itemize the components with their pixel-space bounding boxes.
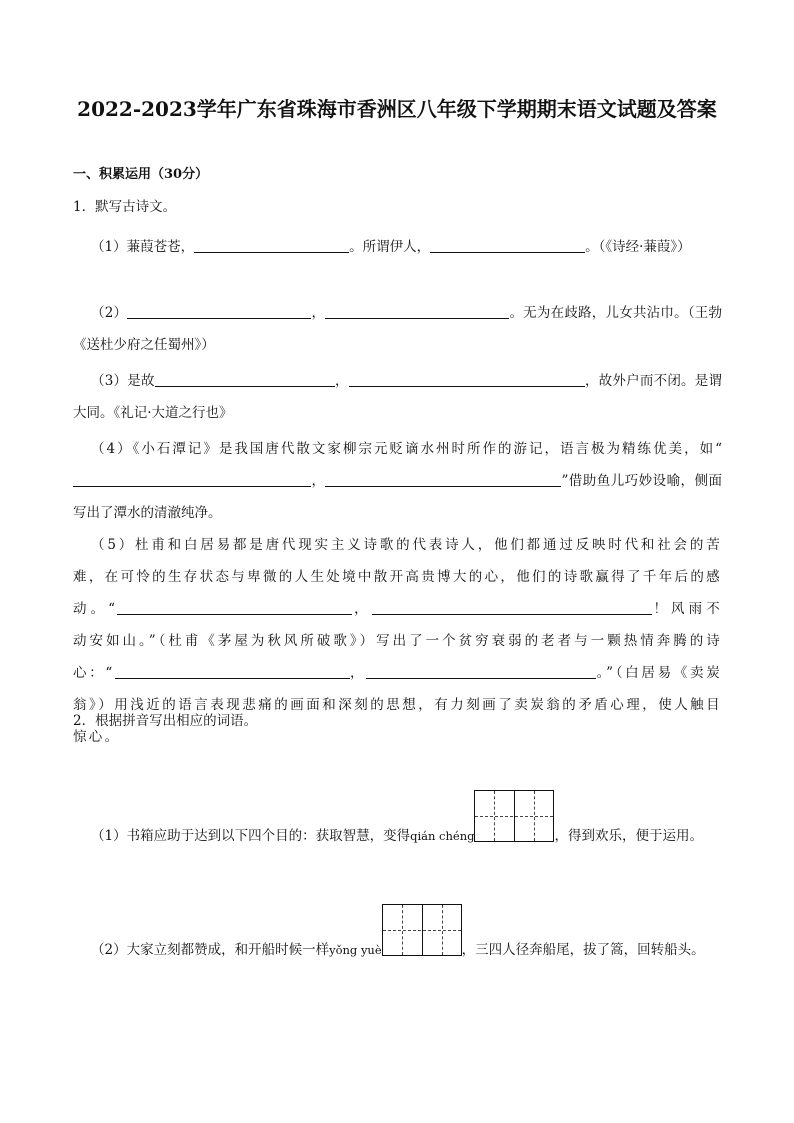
section-heading: 一、积累运用（30分） [73, 167, 209, 182]
question-2-stem: 2．根据拼音写出相应的词语。 [73, 713, 258, 729]
text-segment: ， [349, 665, 367, 681]
page-title: 2022-2023学年广东省珠海市香洲区八年级下学期期末语文试题及答案 [77, 97, 717, 121]
text-segment: （2） [91, 305, 128, 321]
answer-blank[interactable] [372, 599, 652, 615]
question-1-item-1 [73, 231, 722, 263]
text-segment: ，故外户而不闭。是谓大同。《礼记·大道之行也》 [73, 373, 723, 421]
text-segment: ”借助鱼儿巧妙设喻，侧面写出了潭水的清澈纯净。 [73, 473, 722, 521]
question-1-stem: 1．默写古诗文。 [73, 199, 177, 215]
answer-blank[interactable] [73, 471, 311, 487]
answer-blank[interactable] [115, 663, 350, 679]
question-1-item-3 [73, 365, 722, 429]
text-segment: （2）大家立刻都赞成，和开船时候一样 [91, 942, 330, 958]
text-segment: ， [311, 473, 326, 489]
text-segment: 。无为在歧路，儿女共沾巾。（王勃《送杜少府之任蜀州》） [73, 305, 723, 353]
answer-blank[interactable] [127, 303, 311, 319]
text-segment: （4）《小石潭记》是我国唐代散文家柳宗元贬谪水州时所作的游记，语言极为精练优美，如“ [91, 441, 722, 457]
text-segment: 。（《诗经·蒹葭》） [585, 239, 691, 255]
text-segment: ， [334, 373, 349, 389]
answer-blank[interactable] [194, 237, 349, 253]
answer-blank[interactable] [117, 599, 352, 615]
question-2-item-2 [73, 904, 722, 966]
answer-blank[interactable] [366, 663, 596, 679]
text-segment: ！风雨不动安如山。”（杜甫《茅屋为秋风所破歌》）写出了一个贫穷衰弱的老者与一颗热情奔腾的诗心：“ [73, 601, 722, 681]
tianzige-answer-box[interactable] [474, 790, 554, 842]
answer-blank[interactable] [325, 303, 509, 319]
text-segment: （5）杜甫和白居易都是唐代现实主义诗歌的代表诗人，他们都通过反映时代和社会的苦难，在可怜的生存状态与卑微的人生处境中散开高贵博大的心，他们的诗歌赢得了千年后的感动。“ [73, 537, 722, 617]
answer-blank[interactable] [155, 371, 335, 387]
question-2-item-1 [73, 790, 722, 852]
answer-blank[interactable] [325, 471, 561, 487]
question-1-item-2 [73, 297, 722, 361]
text-segment: 。所谓伊人， [349, 239, 431, 255]
pinyin-hint: yǒng yuè [329, 943, 382, 957]
pinyin-hint: qián chéng [410, 829, 475, 843]
text-segment: ，三四人径奔船尾，拔了篙，回转船头。 [461, 942, 705, 958]
answer-blank[interactable] [430, 237, 585, 253]
text-segment: （1）蒹葭苍苍， [91, 239, 195, 255]
tianzige-answer-box[interactable] [382, 904, 462, 956]
text-segment: （3）是故 [91, 373, 155, 389]
text-segment: ，得到欢乐，便于运用。 [554, 828, 703, 844]
text-segment: （1）书箱应助于达到以下四个目的：获取智慧，变得 [91, 828, 411, 844]
answer-blank[interactable] [349, 371, 585, 387]
question-1-item-4 [73, 433, 722, 529]
text-segment: 。”（白居易《卖炭翁》）用浅近的语言表现悲痛的画面和深刻的思想，有力刻画了卖炭翁的矛盾心理，使人触目惊心。 [73, 665, 722, 745]
text-segment: ， [311, 305, 326, 321]
text-segment: ， [352, 601, 372, 617]
